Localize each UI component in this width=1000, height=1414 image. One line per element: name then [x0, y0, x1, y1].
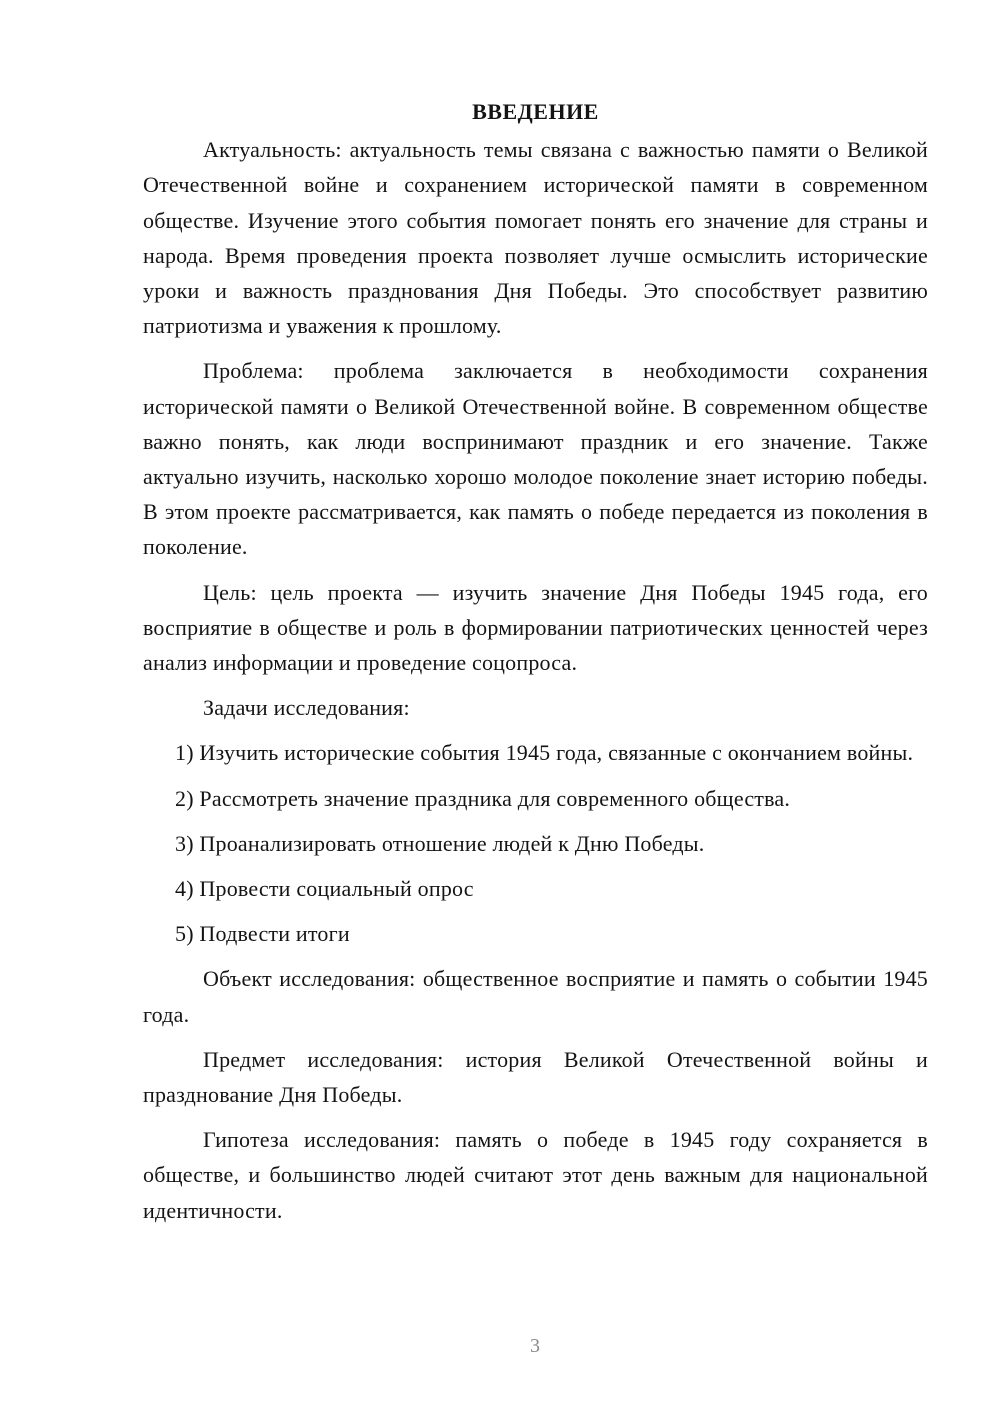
- paragraph-object: Объект исследования: общественное восприятие и память о событии 1945 года.: [143, 966, 928, 1027]
- list-item: 3) Проанализировать отношение людей к Дню Победы.: [175, 830, 705, 856]
- paragraph-problem: Проблема: проблема заключается в необходимости сохранения исторической памяти о Великой Отечественной войне. В современном обществе важно понять, как люди воспринимают праздник и его значение. Также актуально изучить, насколько хорошо молодое поколение знает историю победы. В этом проекте рассматривается, как память о победе передается из поколения в поколение.: [143, 358, 928, 560]
- list-item: 1) Изучить исторические события 1945 года, связанные с окончанием войны.: [175, 740, 914, 766]
- paragraph-goal: Цель: цель проекта — изучить значение Дня Победы 1945 года, его восприятие в обществе и роль в формировании патриотических ценностей через анализ информации и проведение соцопроса.: [143, 579, 928, 676]
- paragraph-relevance: Актуальность: актуальность темы связана с важностью памяти о Великой Отечественной войне и сохранением исторической памяти в современном обществе. Изучение этого события помогает понять его значение для страны и народа. Время проведения проекта позволяет лучше осмыслить исторические уроки и важность празднования Дня Победы. Это способствует развитию патриотизма и уважения к прошлому.: [143, 137, 928, 339]
- tasks-heading: Задачи исследования:: [203, 695, 410, 721]
- page-title: ВВЕДЕНИЕ: [472, 99, 599, 124]
- list-item: 5) Подвести итоги: [175, 921, 350, 947]
- paragraph-subject: Предмет исследования: история Великой Отечественной войны и празднование Дня Победы.: [143, 1046, 928, 1108]
- page-number: 3: [530, 1335, 540, 1357]
- tasks-list: [143, 735, 928, 951]
- list-item: 2) Рассмотреть значение праздника для современного общества.: [175, 785, 791, 811]
- paragraph-hypothesis: Гипотеза исследования: память о победе в 1945 году сохраняется в обществе, и большинство людей считают этот день важным для национальной идентичности.: [143, 1127, 928, 1223]
- page-content: [143, 94, 928, 1238]
- list-item: 4) Провести социальный опрос: [175, 876, 474, 902]
